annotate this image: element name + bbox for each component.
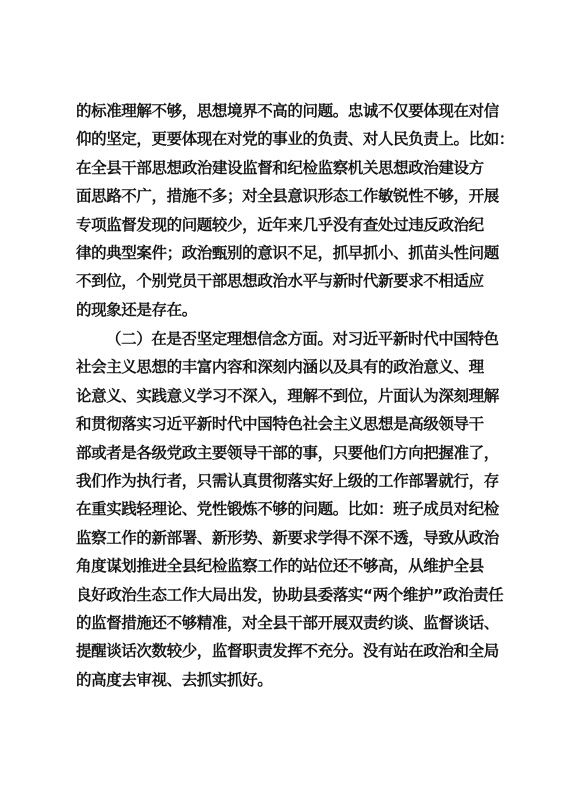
paragraph-2-line: 良好政治生态工作大局出发，协助县委落实“两个维护”政治责任 (76, 585, 504, 604)
paragraph-2-line: 的监督措施还不够精准，对全县干部开展双责约谈、监督谈话、 (76, 613, 499, 632)
paragraph-2-line: 我们作为执行者，只需认真贯彻落实好上级的工作部署就行，存 (76, 471, 499, 490)
paragraph-2-line: 在重实践轻理论、党性锻炼不够的问题。比如：班子成员对纪检 (76, 500, 499, 519)
paragraph-2-line: 和贯彻落实习近平新时代中国特色社会主义思想是高级领导干 (76, 415, 484, 434)
paragraph-1-line: 律的典型案件；政治甄别的意识不足，抓早抓小、抓苗头性问题 (76, 243, 499, 262)
paragraph-2-line: 提醒谈话次数较少，监督职责发挥不充分。没有站在政治和全局 (76, 642, 499, 661)
paragraph-2-line: 论意义、实践意义学习不深入，理解不到位，片面认为深刻理解 (76, 386, 499, 405)
paragraph-1-line: 仰的坚定，更要体现在对党的事业的负责、对人民负责上。比如： (76, 130, 514, 149)
paragraph-1-line: 面思路不广，措施不多；对全县意识形态工作敏锐性不够，开展 (76, 187, 499, 206)
paragraph-1-line: 专项监督发现的问题较少，近年来几乎没有查处过违反政治纪 (76, 215, 484, 234)
paragraph-1-line: 在全县干部思想政治建设监督和纪检监察机关思想政治建设方 (76, 158, 484, 177)
paragraph-2-line: 部或者是各级党政主要领导干部的事，只要他们方向把握准了， (76, 443, 499, 462)
paragraph-1 (76, 97, 514, 324)
paragraph-1-line: 的现象还是存在。 (76, 300, 197, 319)
paragraph-2 (76, 325, 502, 694)
paragraph-2-line: 角度谋划推进全县纪检监察工作的站位还不够高，从维护全县 (76, 557, 484, 576)
paragraph-2-heading-line: （二）在是否坚定理想信念方面。对习近平新时代中国特色 (106, 330, 499, 348)
paragraph-1-line: 的标准理解不够，思想境界不高的问题。忠诚不仅要体现在对信 (76, 102, 499, 120)
paragraph-1-line: 不到位，个别党员干部思想政治水平与新时代新要求不相适应 (76, 272, 484, 291)
paragraph-2-line: 的高度去审视、去抓实抓好。 (76, 670, 273, 689)
paragraph-2-line: 监察工作的新部署、新形势、新要求学得不深不透，导致从政治 (76, 528, 499, 547)
paragraph-2-line: 社会主义思想的丰富内容和深刻内涵以及具有的政治意义、理 (76, 358, 484, 377)
